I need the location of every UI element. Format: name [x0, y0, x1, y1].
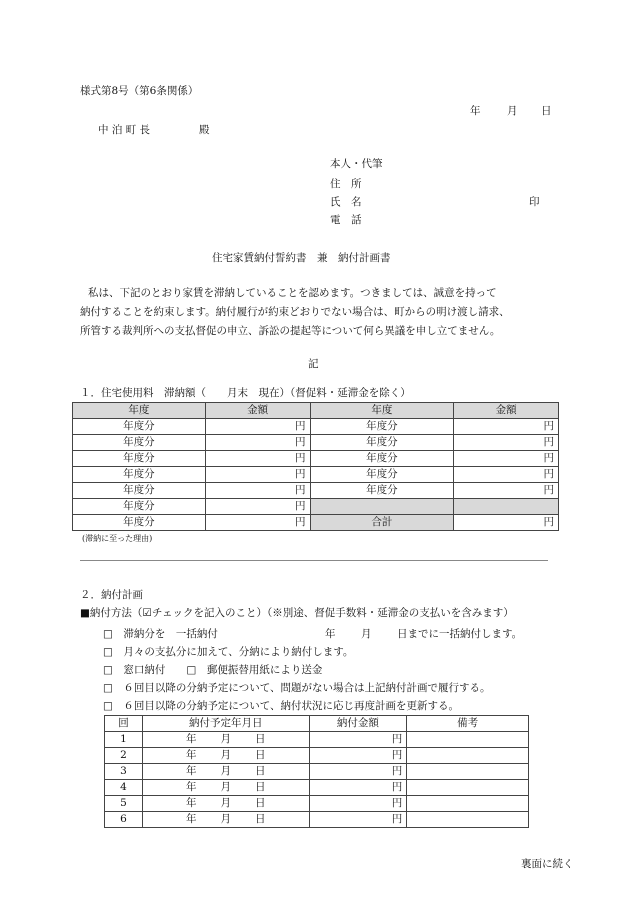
row-number: 2 — [105, 748, 143, 764]
amount-cell: 円 — [309, 764, 407, 780]
payment-plan-table — [104, 715, 529, 828]
year-cell: 年度分 — [310, 435, 454, 451]
date-cell — [142, 796, 309, 812]
section2-heading: ２．納付計画 — [80, 589, 143, 601]
note-cell — [407, 764, 529, 780]
option-lump-tail: 日までに一括納付します。 — [397, 628, 523, 640]
header-amount-right: 金額 — [454, 403, 559, 419]
note-cell — [407, 732, 529, 748]
table-row — [73, 467, 559, 483]
year-cell: 年度分 — [73, 419, 206, 435]
date-day: 日 — [254, 733, 266, 745]
yen-cell: 円 — [205, 483, 310, 499]
option-continue-plan: □ ６回目以降の分納予定について、問題がない場合は上記納付計画で履行する。 — [103, 682, 491, 694]
header-year-left: 年度 — [73, 403, 206, 419]
body-line-1: 私は、下記のとおり家賃を滞納していることを認めます。つきましては、誠意を持って — [88, 287, 497, 299]
honorific: 殿 — [199, 124, 210, 136]
header-date: 納付予定年月日 — [142, 716, 309, 732]
yen-cell: 円 — [205, 515, 310, 531]
date-day: 日 — [254, 813, 266, 825]
date-month: 月 — [220, 781, 231, 793]
seal-mark: 印 — [529, 196, 540, 208]
yen-cell: 円 — [454, 483, 559, 499]
section1-heading: １．住宅使用料 滞納額（ 月末 現在）（督促料・延滞金を除く） — [80, 387, 411, 399]
note-cell — [407, 812, 529, 828]
option-lump-sum: □ 滞納分を 一括納付 — [103, 628, 218, 640]
date-cell — [142, 780, 309, 796]
document-title: 住宅家賃納付誓約書 兼 納付計画書 — [212, 252, 391, 264]
year-cell: 年度分 — [73, 515, 206, 531]
amount-cell: 円 — [309, 780, 407, 796]
arrears-table — [72, 402, 559, 531]
total-label: 合計 — [310, 515, 454, 531]
row-number: 4 — [105, 780, 143, 796]
row-number: 6 — [105, 812, 143, 828]
date-month: 月 — [220, 749, 231, 761]
date-month: 月 — [507, 105, 518, 117]
option-installment: □ 月々の支払分に加えて、分納により納付します。 — [103, 646, 354, 658]
body-line-3: 所管する裁判所への支払督促の申立、訴訟の提起等について何ら異議を申し立てません。 — [80, 325, 501, 337]
reason-line — [80, 560, 548, 561]
date-cell — [142, 732, 309, 748]
note-cell — [407, 796, 529, 812]
yen-cell: 円 — [454, 467, 559, 483]
applicant-role: 本人・代筆 — [330, 158, 383, 170]
note-cell — [407, 780, 529, 796]
row-number: 1 — [105, 732, 143, 748]
table-row — [73, 515, 559, 531]
date-year: 年 — [185, 765, 197, 777]
year-cell: 年度分 — [310, 483, 454, 499]
header-year-right: 年度 — [310, 403, 454, 419]
date-month: 月 — [220, 765, 231, 777]
address-label: 住 所 — [330, 178, 362, 190]
reason-label: (滞納に至った理由) — [82, 534, 153, 543]
ki-mark: 記 — [308, 358, 319, 370]
year-cell: 年度分 — [310, 467, 454, 483]
header-note: 備考 — [407, 716, 529, 732]
table-row — [105, 764, 529, 780]
header-amount: 納付金額 — [309, 716, 407, 732]
total-yen-cell: 円 — [454, 515, 559, 531]
table-row — [105, 796, 529, 812]
table-row — [73, 419, 559, 435]
yen-cell: 円 — [454, 435, 559, 451]
yen-cell: 円 — [205, 435, 310, 451]
date-year: 年 — [470, 105, 481, 117]
form-number: 様式第8号（第6条関係） — [80, 85, 199, 97]
yen-cell: 円 — [205, 467, 310, 483]
date-month: 月 — [220, 797, 231, 809]
date-day: 日 — [254, 781, 266, 793]
date-year: 年 — [185, 733, 197, 745]
option-lump-month: 月 — [361, 628, 372, 640]
table-row — [105, 748, 529, 764]
date-year: 年 — [185, 781, 197, 793]
year-cell: 年度分 — [73, 451, 206, 467]
table-row — [105, 812, 529, 828]
amount-cell: 円 — [309, 812, 407, 828]
table-row — [73, 451, 559, 467]
row-number: 5 — [105, 796, 143, 812]
header-no: 回 — [105, 716, 143, 732]
table-row — [73, 483, 559, 499]
option-lump-year: 年 — [325, 628, 336, 640]
year-cell: 年度分 — [73, 467, 206, 483]
table-row — [105, 732, 529, 748]
date-year: 年 — [185, 749, 197, 761]
year-cell: 年度分 — [73, 499, 206, 515]
date-month: 月 — [220, 813, 231, 825]
empty-cell — [310, 499, 454, 515]
header-amount-left: 金額 — [205, 403, 310, 419]
year-cell: 年度分 — [73, 483, 206, 499]
name-label: 氏 名 — [330, 196, 362, 208]
table-row — [105, 780, 529, 796]
amount-cell: 円 — [309, 732, 407, 748]
option-payment-channel: □ 窓口納付 □ 郵便振替用紙により送金 — [103, 664, 323, 676]
yen-cell: 円 — [454, 419, 559, 435]
yen-cell: 円 — [205, 419, 310, 435]
date-month: 月 — [220, 733, 231, 745]
year-cell: 年度分 — [310, 419, 454, 435]
option-update-plan: □ ６回目以降の分納予定について、納付状況に応じ再度計画を更新する。 — [103, 700, 459, 712]
note-cell — [407, 748, 529, 764]
date-year: 年 — [185, 813, 197, 825]
phone-label: 電 話 — [330, 214, 362, 226]
date-day: 日 — [541, 105, 552, 117]
date-cell — [142, 812, 309, 828]
yen-cell: 円 — [205, 451, 310, 467]
date-day: 日 — [254, 765, 266, 777]
table-row — [73, 435, 559, 451]
year-cell: 年度分 — [73, 435, 206, 451]
continued-overleaf: 裏面に続く — [521, 858, 574, 870]
body-line-2: 納付することを約束します。納付履行が約束どおりでない場合は、町からの明け渡し請求、 — [80, 306, 510, 318]
table-row — [73, 499, 559, 515]
date-cell — [142, 748, 309, 764]
year-cell: 年度分 — [310, 451, 454, 467]
amount-cell: 円 — [309, 796, 407, 812]
addressee: 中 泊 町 長 — [98, 124, 151, 136]
date-year: 年 — [185, 797, 197, 809]
payment-method: ■納付方法（☑チェックを記入のこと）（※別途、督促手数料・延滞金の支払いを含みます） — [80, 607, 514, 619]
row-number: 3 — [105, 764, 143, 780]
yen-cell: 円 — [205, 499, 310, 515]
empty-cell — [454, 499, 559, 515]
date-cell — [142, 764, 309, 780]
amount-cell: 円 — [309, 748, 407, 764]
date-day: 日 — [254, 797, 266, 809]
yen-cell: 円 — [454, 451, 559, 467]
date-day: 日 — [254, 749, 266, 761]
